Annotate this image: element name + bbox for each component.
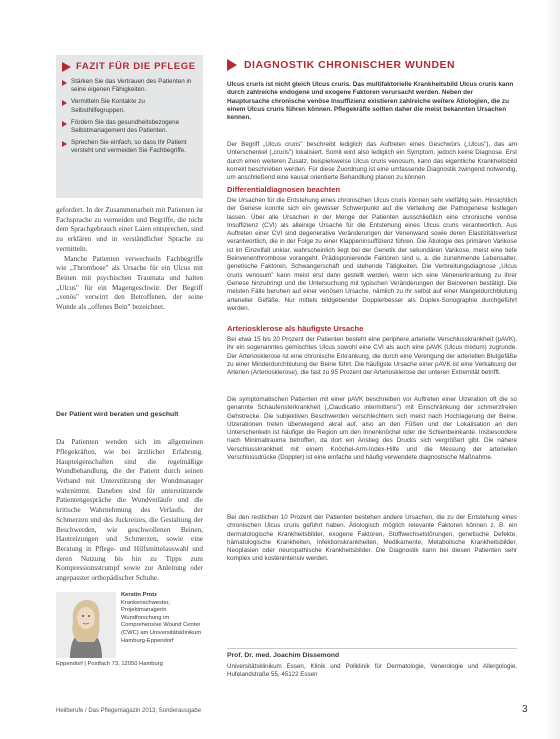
author-name-right: Prof. Dr. med. Joachim Dissemond — [227, 652, 340, 659]
fazit-item — [62, 139, 197, 155]
fazit-item-text: Fördern Sie das gesundheitsbezogene Selbstmanagement des Patienten. — [71, 118, 180, 135]
fazit-title: FAZIT FÜR DIE PFLEGE — [76, 61, 196, 72]
bullet-icon — [62, 80, 67, 86]
page-number: 3 — [522, 704, 528, 715]
author-info — [121, 592, 205, 645]
intro-text: Ulcus cruris ist nicht gleich Ulcus cruris. Das multifaktorielle Krankheitsbild Ulcus cruris kann durch zahlreiche endogene und exogene Faktoren verursacht werden. Neben der Hauptursache chronische venöse Insuffizienz existieren zahlreiche weitere Ätiologien, die zu einem Ulcus cruris führen können. Pflegekräfte sollten daher die meist bekannten Ursachen kennen. — [227, 81, 514, 122]
right-paragraph: Die Ursachen für die Entstehung eines chronischen Ulcus cruris können sehr vielfältig sein. Hinsichtlich der Genese konnte sich ein gewisser Schwerpunkt auf die Verteilung der Pathogenese festlegen lassen. Über alle Ursachen in der Menge der Patienten ausschließlich eine chronische venöse Insuffizienz (CVI) als alleinige Ursache für die Entstehung eines Ulcus cruris verantwortlich. Aus Auftreten einer CVI sind degenerative Veränderungen der Venenwand sowie deren Elastizitätsverlust verantwortlich, die in der Folge zu einer Klappeninsuffizienz führen. Die Ätiologie des primären Varikose ist im Einzelfall unklar, wahrscheinlich liegt bei der Genetik der sekundären Varikose, meist eine tiefe Beinvenenthrombose vorangeht. Prädisponierende Faktoren sind u. a. die zunehmende Lebensalter, genetische Faktoren, Schwangerschaft und stehende Tätigkeiten. Die Verbreitungsdiagnose „Ulcus cruris venosum" kann meist erst dann gestellt werden, wenn sich eine Venenerkrankung zu ihrer Genese hinzubringt und die Untersuchung mit typischen Veränderungen der Beinvenen bestätigt. Die meisten Fälle beruhen auf einer venösen Ursache, nämlich zu ihr selbst auf einer Mangeldurchblutung arterieller Gefäße. Nur mittels bildgebender Dopplerbesser als Duplex-Sonographie durchgeführt werden. — [227, 197, 517, 312]
right-paragraph-1 — [227, 141, 517, 186]
right-paragraph: Der Begriff „Ulcus cruris" beschreibt lediglich das Auftreten eines Geschwürs („Ulcus"), das am Unterschenkel („cruris") lokalisiert. Somit wird also lediglich ein Symptom, jedoch keine Diagnose. Erst durch einen weiteren Zusatz, beispielsweise Ulcus cruris venosum, kann das eigentliche Krankheitsbild korrekt beschrieben werden. Für diese Zuordnung ist eine umfassende Diagnostik zwingend notwendig, um anschließend eine kausal orientierte Behandlung planen zu können. — [227, 141, 517, 182]
subheading-differential: Differentialdiagnosen beachten — [227, 185, 341, 194]
fazit-box — [56, 55, 203, 198]
page-footer: Heilberufe / Das Pflegemagazin 2013; Sonderausgabe — [56, 708, 202, 714]
main-title: DIAGNOSTIK CHRONISCHER WUNDEN — [244, 59, 456, 71]
author-role: Krankenschwester, Projektmanagerin Wundforschung im Comprehensive Wound Center (CWC) am Universitätsklinikum Hamburg-Eppendorf — [121, 599, 202, 644]
bullet-icon — [62, 100, 67, 106]
page-edge-shadow — [546, 0, 560, 739]
arrow-icon — [62, 62, 71, 72]
author-address: Eppendorf | Postfach 73, 12050 Hamburg — [56, 661, 163, 667]
right-paragraph-5 — [227, 514, 517, 568]
left-body-text-2 — [56, 431, 203, 591]
right-paragraph-3 — [227, 336, 517, 381]
subheading-arteriosklerose: Arteriosklerose als häufigste Ursache — [227, 324, 364, 333]
divider — [227, 648, 517, 649]
right-paragraph-2 — [227, 197, 517, 317]
bullet-icon — [62, 121, 67, 127]
right-paragraph-4 — [227, 396, 517, 466]
left-subheading: Der Patient wird beraten und geschult — [56, 411, 179, 418]
left-paragraph: Manche Patienten verwechseln Fachbegriffe wie „Thrombose" als Ursache für ein Ulcus mit Beinen mit psychischen Traumata und halten „Ulcus" für ein Magengeschwür. Der Begriff „venös" verwirrt den Betroffenen, der seine Wunde als „offenes Bein" bezeichnet. — [56, 254, 203, 312]
main-heading — [227, 59, 517, 71]
fazit-list — [62, 78, 197, 156]
left-paragraph: Da Patienten wenden sich im allgemeinen Pflegekräften, wie bei ärztlicher Erfahrung. Haupteigenschaften sind die regelmäßige Wundbehandlung, die der Patient durch seinen Verband mit Unterstützung der Wundmanager wahrnimmt. Daneben sind für unterstützende Patientengespräche die Wundverläufe und die kritische Wahrnehmung des Verlaufs, der Schmerzen und des Juckreizes, die Gestaltung der Beschwerden, wie geschwollenen Beinen, Hautreizungen und Schmerzen, sowie eine Beratung in Pflege- und Hilfsmittelauswahl und deren Nutzung bis hin zu Tipps zum Kompressionsstrumpf sowie zur Anleitung oder angepasster orthopädischer Schuhe. — [56, 438, 203, 583]
fazit-item — [62, 119, 197, 135]
fazit-item — [62, 78, 197, 94]
author-address-right: Universitätsklinikum Essen, Klinik und Poliklinik für Dermatologie, Venerologie und Allergologie, Hufelandstraße 55, 45122 Essen — [227, 663, 517, 679]
fazit-header — [62, 61, 197, 72]
right-paragraph: Bei den restlichen 10 Prozent der Patienten bestehen andere Ursachen, die zu der Entstehung eines chronischen Ulcus cruris geführt haben. Ätiologisch möglich relevante Faktoren können z. B. ein dermatologische Krankheitsbilder, exogene Faktoren, Stoffwechselstörungen, genetische Defekte, hämatologische Krankheiten, Infektionskrankheiten, Medikamente, Metabolische Krankheitsbilder, Neoplasien oder neuropathische Krankheitsbilder. Die Diagnostik kann bei diesen Patienten sehr komplex und kostenintensiv werden. — [227, 514, 517, 563]
bullet-icon — [62, 141, 67, 147]
author-name: Kerstin Protz — [121, 592, 158, 598]
fazit-item-text: Stärken Sie das Vertrauen des Patienten in seine eigenen Fähigkeiten. — [71, 78, 192, 94]
left-body-text — [56, 206, 203, 313]
left-paragraph: gefordert. In der Zusammenarbeit mit Patienten ist Fachsprache zu vermeiden und Begriffe, die nicht dem Sprachgebrauch einer Laien entsprechen, sind zu erklären und in verständlicher Sprache zu vermitteln. — [56, 206, 203, 253]
fazit-item-text: Vermitteln Sie Kontakte zu Selbsthilfegruppen. — [71, 98, 145, 114]
fazit-item-text: Sprechen Sie einfach, so dass Ihr Patient versteht und vermeiden Sie Fachbegriffe. — [71, 139, 187, 155]
fazit-item — [62, 98, 197, 114]
arrow-icon — [227, 59, 237, 71]
right-paragraph: Bei etwa 15 bis 20 Prozent der Patienten besteht eine periphere arterielle Verschlusskrankheit (pAVK), ihr ein sogenanntes gemischtes Ulcus sowohl eine CVI als auch eine pAVK (Ulcus mixtum) zugrunde. Der Arteriosklerose ist eine chronische Erkrankung, die durch eine Verengung der arteriellen Blutgefäße zu einer Minderdurchblutung der Beine führt. Die häufigste Ursache einer pAVK ist eine Verkalkung der Arterien (Arteriosklerose), die fast zu 95 Prozent der Arteriosklerose der unteren Extremität betrifft. — [227, 336, 517, 377]
right-paragraph: Die symptomatischen Patienten mit einer pAVK beschreiben vor Auftreten einer Ulzeration oft die so genannte Schaufensterkrankheit („Claudicatio intermittens") mit Einschränkung der schmerzfreien Gehstrecke. Die subjektiven Beschwerden verschlechtern sich meist nach Hochlagerung der Beine. Ulzerationen treten überwiegend akral auf, also an den Füßen und der Lokalisation an den Unterschenkeln ist häufiger die Region um den Innenknöchel oder die Schienbeinkante. Insbesondere nach Minimaltrauma betroffen, da dort ein Anstieg des Drucks sich vergrößert gibt. Die nähere Verschlusskrankheit mit einem Knöchel-Arm-Index-Hilfe und die Messung der arteriellen Verschlussdrücke (Doppler) ist eine einfache und häufig verwendete diagnostische Maßnahme. — [227, 396, 517, 462]
author-photo — [56, 592, 116, 658]
